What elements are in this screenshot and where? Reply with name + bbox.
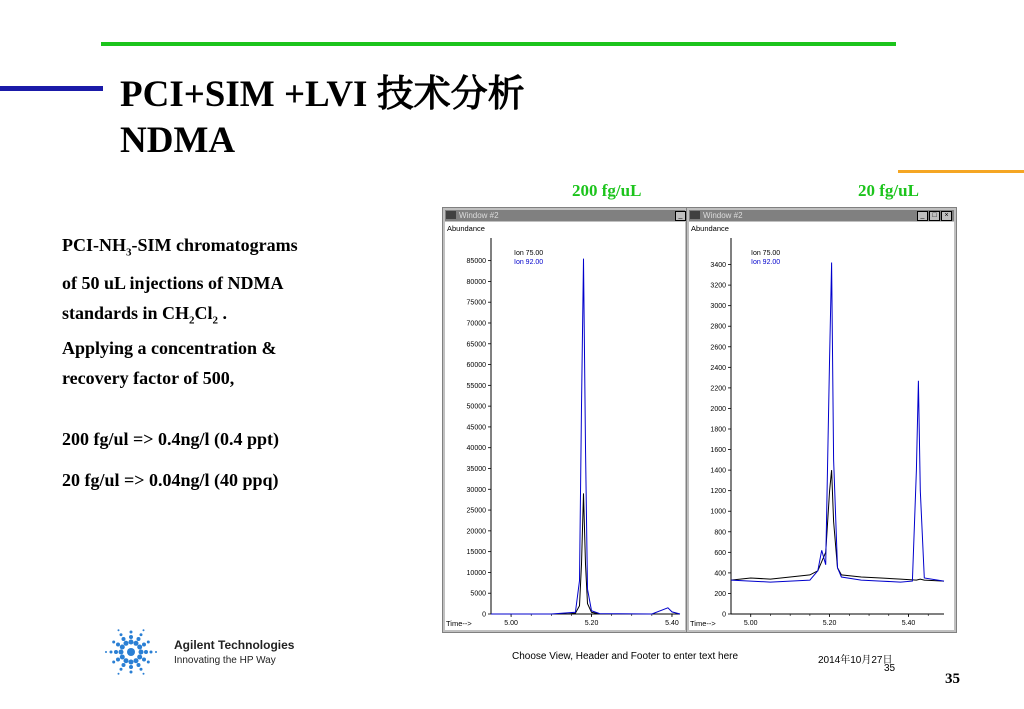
logo-dot xyxy=(140,668,143,671)
logo-dot xyxy=(124,658,129,663)
footer-text: Choose View, Header and Footer to enter text here xyxy=(512,651,739,662)
logo-dot xyxy=(120,655,125,660)
x-axis-label: Time--> xyxy=(690,619,716,628)
logo-dot xyxy=(129,640,134,645)
logo-dot xyxy=(134,658,139,663)
y-tick-label: 0 xyxy=(722,611,726,619)
y-axis-label: Abundance xyxy=(447,224,485,233)
y-tick-label: 70000 xyxy=(466,320,486,328)
title-line-2: NDMA xyxy=(120,120,236,161)
y-tick-label: 75000 xyxy=(466,299,486,307)
y-tick-label: 35000 xyxy=(466,465,486,473)
logo-dot xyxy=(120,633,123,636)
y-tick-label: 1400 xyxy=(710,467,726,475)
chart-window-2 xyxy=(686,207,957,633)
y-tick-label: 5000 xyxy=(470,590,486,598)
y-tick-label: 25000 xyxy=(466,507,486,515)
y-tick-label: 15000 xyxy=(466,549,486,557)
title-line-1: PCI+SIM +LVI 技术分析 xyxy=(120,74,525,115)
logo-dot xyxy=(122,637,126,641)
y-tick-label: 600 xyxy=(714,549,726,557)
agilent-spark-icon xyxy=(103,624,159,680)
y-tick-label: 2800 xyxy=(710,323,726,331)
y-tick-label: 65000 xyxy=(466,341,486,349)
minimize-icon[interactable]: _ xyxy=(917,211,928,221)
logo-dot xyxy=(137,645,142,650)
logo-dot xyxy=(147,641,150,644)
logo-dot xyxy=(122,663,126,667)
logo-dot xyxy=(129,665,133,669)
logo-dot xyxy=(137,655,142,660)
logo-name: Agilent Technologies xyxy=(174,638,295,652)
y-tick-label: 2400 xyxy=(710,364,726,372)
conversion-200: 200 fg/ul => 0.4ng/l (0.4 ppt) xyxy=(62,429,280,449)
logo-dot xyxy=(112,641,115,644)
agilent-logo xyxy=(103,624,159,680)
x-axis-label: Time--> xyxy=(446,619,472,628)
logo-tagline: Innovating the HP Way xyxy=(174,655,276,666)
y-tick-label: 1200 xyxy=(710,488,726,496)
legend-entry: Ion 75.00 xyxy=(514,250,544,257)
x-tick-label: 5.00 xyxy=(743,620,758,627)
logo-dot xyxy=(130,671,133,674)
minimize-icon[interactable]: _ xyxy=(675,211,686,221)
maximize-icon[interactable]: □ xyxy=(929,211,940,221)
logo-dot xyxy=(118,629,120,631)
logo-dot xyxy=(120,645,125,650)
y-tick-label: 30000 xyxy=(466,486,486,494)
close-icon[interactable]: × xyxy=(941,211,952,221)
logo-dot xyxy=(112,661,115,664)
logo-dot xyxy=(140,633,143,636)
y-tick-label: 40000 xyxy=(466,445,486,453)
x-tick-label: 5.20 xyxy=(584,620,599,627)
x-tick-label: 5.40 xyxy=(901,620,916,627)
logo-dot xyxy=(118,673,120,675)
y-tick-label: 45000 xyxy=(466,424,486,432)
y-tick-label: 800 xyxy=(714,529,726,537)
logo-dot xyxy=(147,661,150,664)
left-accent-line xyxy=(0,86,103,91)
right-accent-line xyxy=(898,170,1024,173)
logo-dot xyxy=(137,637,141,641)
y-tick-label: 200 xyxy=(714,590,726,598)
y-tick-label: 60000 xyxy=(466,362,486,370)
recovery-paragraph: Applying a concentration & recovery factor of 500, xyxy=(62,338,277,388)
y-tick-label: 2600 xyxy=(710,344,726,352)
window-menu-icon[interactable] xyxy=(446,211,456,219)
window-menu-icon[interactable] xyxy=(690,211,700,219)
series-line-1 xyxy=(491,493,680,614)
logo-dot xyxy=(142,658,146,662)
logo-dot xyxy=(119,650,124,655)
chart-1-concentration-label: 200 fg/uL xyxy=(572,181,642,200)
y-tick-label: 3000 xyxy=(710,303,726,311)
logo-dot xyxy=(143,673,145,675)
logo-dot xyxy=(110,651,113,654)
logo-dot xyxy=(139,650,144,655)
y-tick-label: 85000 xyxy=(466,258,486,266)
logo-dot xyxy=(105,651,107,653)
logo-dot xyxy=(120,668,123,671)
description-paragraph: PCI-$NH_3$-SIM chromatograms of 50 uL injections of NDMA standards in $CH_2Cl_2$ . xyxy=(62,235,298,327)
chart-2-concentration-label: 20 fg/uL xyxy=(858,181,919,200)
logo-dot xyxy=(116,643,120,647)
logo-dot xyxy=(155,651,157,653)
logo-dot xyxy=(129,635,133,639)
logo-dot xyxy=(129,660,134,665)
y-tick-label: 0 xyxy=(482,611,486,619)
legend-entry: Ion 75.00 xyxy=(751,250,781,257)
series-line-2 xyxy=(731,263,944,583)
logo-dot xyxy=(134,641,139,646)
footer-date: 2014年10月27日 xyxy=(818,655,893,666)
y-tick-label: 2000 xyxy=(710,405,726,413)
y-tick-label: 1000 xyxy=(710,508,726,516)
x-tick-label: 5.20 xyxy=(822,620,837,627)
logo-dot xyxy=(124,641,129,646)
logo-dot xyxy=(144,650,148,654)
y-tick-label: 400 xyxy=(714,570,726,578)
y-tick-label: 50000 xyxy=(466,403,486,411)
y-tick-label: 2200 xyxy=(710,385,726,393)
chart-2-svg xyxy=(689,222,954,630)
top-accent-line xyxy=(101,42,896,46)
slide-title xyxy=(120,72,525,164)
chart-2-titlebar: Window #2 xyxy=(689,210,954,221)
y-tick-label: 1800 xyxy=(710,426,726,434)
x-tick-label: 5.40 xyxy=(665,620,679,627)
y-tick-label: 55000 xyxy=(466,382,486,390)
footer-page: 35 xyxy=(884,663,896,674)
chart-window-1 xyxy=(442,207,688,633)
legend-entry: Ion 92.00 xyxy=(514,259,544,266)
logo-dot xyxy=(130,631,133,634)
y-tick-label: 3400 xyxy=(710,262,726,270)
x-tick-label: 5.00 xyxy=(504,620,518,627)
y-tick-label: 80000 xyxy=(466,278,486,286)
logo-dot xyxy=(143,629,145,631)
logo-dot xyxy=(116,658,120,662)
y-tick-label: 3200 xyxy=(710,282,726,290)
chart-1-titlebar: Window #2 xyxy=(445,210,685,221)
logo-dot xyxy=(142,643,146,647)
y-tick-label: 20000 xyxy=(466,528,486,536)
y-axis-label: Abundance xyxy=(691,224,729,233)
chart-1-svg xyxy=(445,222,685,630)
logo-center-dot xyxy=(127,648,135,656)
legend-entry: Ion 92.00 xyxy=(751,259,781,266)
conversion-20: 20 fg/ul => 0.04ng/l (40 ppq) xyxy=(62,470,279,490)
logo-dot xyxy=(150,651,153,654)
slide-number: 35 xyxy=(945,671,960,687)
y-tick-label: 10000 xyxy=(466,569,486,577)
logo-dot xyxy=(114,650,118,654)
y-tick-label: 1600 xyxy=(710,447,726,455)
logo-dot xyxy=(137,663,141,667)
